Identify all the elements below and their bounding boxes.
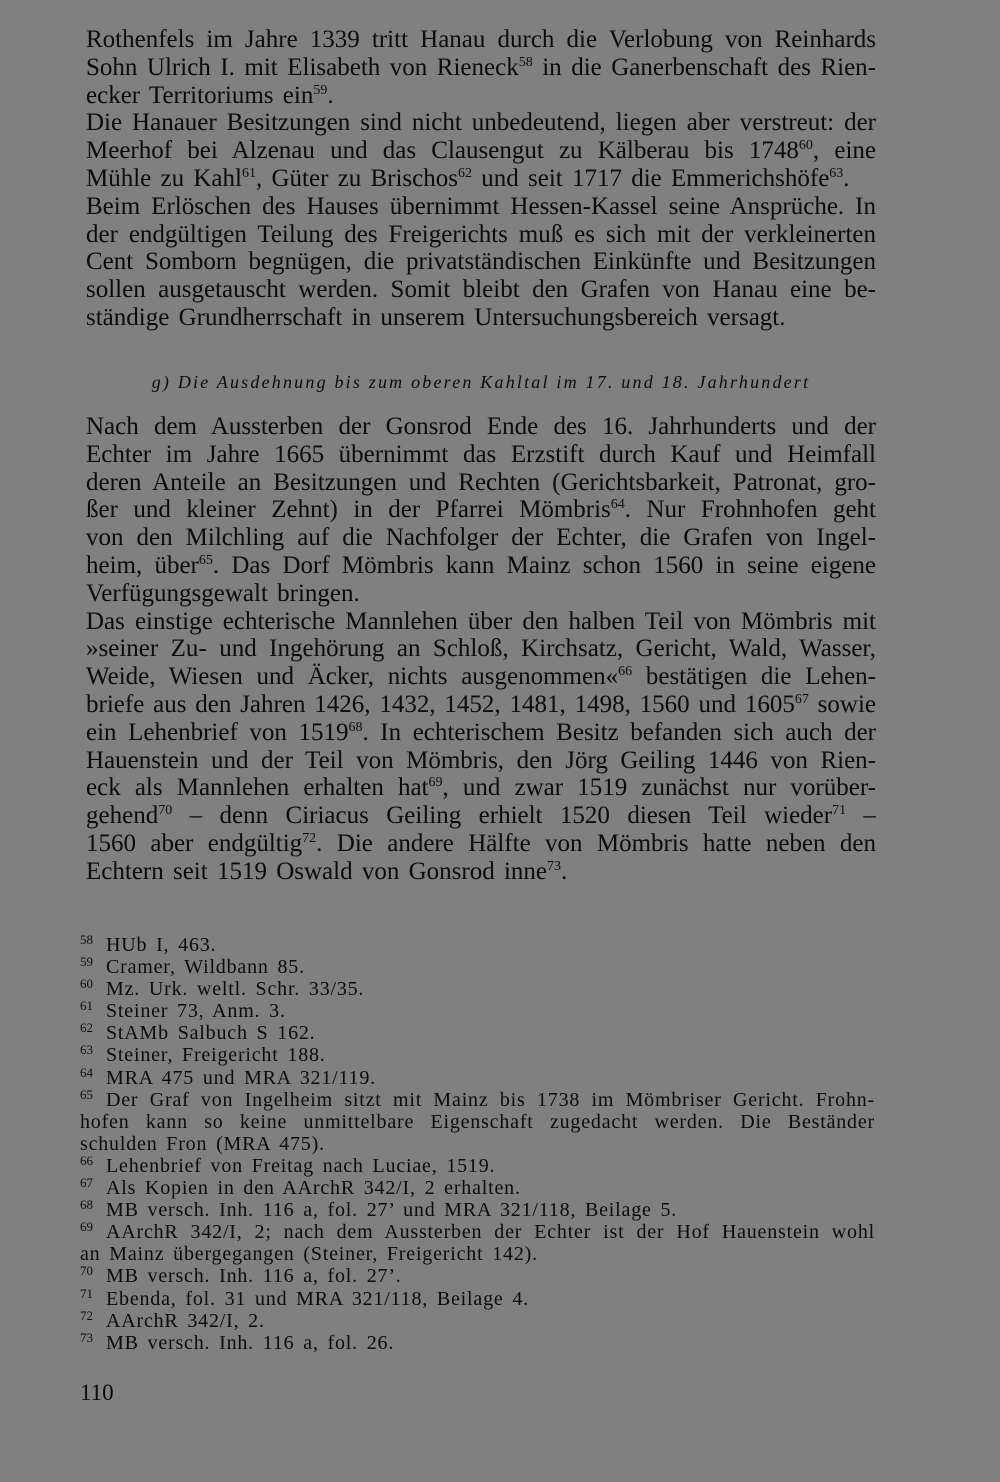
- text-line: [86, 774, 876, 802]
- footnote-text: Der Graf von Ingelheim sitzt mit Mainz bis 1738 im Mömbriser Gericht. Frohn-: [106, 1088, 875, 1111]
- text-run: – denn Ciriacus Geiling erhielt 1520 diesen Teil wieder: [172, 802, 833, 830]
- page-number: 110: [80, 1380, 114, 1405]
- footnote-number: 73: [80, 1329, 93, 1345]
- text-line: [86, 276, 876, 304]
- text-run: Das einstige echterische Mannlehen über den halben Teil von Mömbris mit: [86, 607, 876, 635]
- footnote-number: 58: [80, 932, 93, 947]
- text-run: Sohn Ulrich I. mit Elisabeth von Rieneck: [86, 53, 519, 81]
- footnote: [80, 956, 875, 978]
- footnote-text: Steiner, Freigericht 188.: [106, 1044, 326, 1067]
- text-run: . Die andere Hälfte von Mömbris hatte neben den: [316, 829, 876, 857]
- footnote: [80, 1329, 875, 1354]
- footnote-line: [80, 956, 875, 978]
- text-line: [86, 580, 876, 608]
- footnote-text: Als Kopien in den AArchR 342/I, 2 erhalten.: [106, 1177, 521, 1200]
- footnote-line: [80, 1086, 875, 1111]
- footnote-number: 60: [80, 976, 93, 992]
- footnote-text: Ebenda, fol. 31 und MRA 321/118, Beilage 4.: [106, 1287, 529, 1310]
- text-run: . In echterischem Besitz befanden sich auch der: [362, 718, 877, 746]
- text-line: [86, 304, 876, 332]
- footnote-reference: 69: [428, 775, 443, 791]
- footnote-text: Steiner 73, Anm. 3.: [106, 1000, 286, 1023]
- footnote-number: 65: [80, 1086, 93, 1102]
- footnote-reference: 71: [832, 803, 847, 819]
- text-run: und seit 1717 die Emmerichshöfe: [472, 164, 830, 192]
- text-run: in die Ganerbenschaft des Rien-: [532, 53, 877, 81]
- text-run: deren Anteile an Besitzungen und Rechten (Gerichtsbarkeit, Patronat, gro-: [86, 468, 876, 496]
- text-run: gehend: [86, 802, 159, 830]
- footnote-text: AArchR 342/I, 2.: [106, 1309, 265, 1332]
- footnote-line: [80, 934, 875, 956]
- footnote-number: 68: [80, 1197, 93, 1213]
- footnote-text: StAMb Salbuch S 162.: [106, 1022, 316, 1045]
- footnote-line: [80, 1000, 875, 1022]
- text-line: [86, 469, 876, 497]
- text-line: [86, 82, 876, 110]
- text-line: [86, 54, 876, 82]
- text-run: Die Hanauer Besitzungen sind nicht unbedeutend, liegen aber verstreut: der: [86, 109, 876, 137]
- footnote-reference: 68: [348, 719, 363, 735]
- footnote: [80, 1307, 875, 1332]
- text-run: von den Milchling auf die Nachfolger der Echter, die Grafen von Ingel-: [86, 524, 876, 552]
- text-run: Hauenstein und der Teil von Mömbris, den Jörg Geiling 1446 von Rien-: [86, 746, 876, 774]
- footnote: [80, 1199, 875, 1221]
- footnote-text: MB versch. Inh. 116 a, fol. 26.: [106, 1331, 395, 1354]
- text-line: [86, 524, 876, 552]
- text-run: eck als Mannlehen erhalten hat: [86, 774, 429, 802]
- text-line: [86, 608, 876, 636]
- footnote-text: MB versch. Inh. 116 a, fol. 27’ und MRA 321/118, Beilage 5.: [106, 1199, 678, 1222]
- footnote-text: Mz. Urk. weltl. Schr. 33/35.: [106, 978, 365, 1001]
- footnote: [80, 1044, 875, 1066]
- footnote-number: 72: [80, 1307, 93, 1323]
- text-run: »seiner Zu- und Ingehörung an Schloß, Kirchsatz, Gericht, Wald, Wasser,: [86, 635, 876, 663]
- footnote-reference: 58: [518, 54, 533, 70]
- text-run: sowie: [808, 690, 876, 718]
- footnote-reference: 72: [302, 830, 317, 846]
- footnote-number: 67: [80, 1175, 93, 1191]
- paragraph: [86, 109, 876, 192]
- footnote-line: [80, 1265, 875, 1287]
- footnote-text: MB versch. Inh. 116 a, fol. 27’.: [106, 1265, 402, 1288]
- footnote: [80, 1285, 875, 1310]
- footnote-number: 64: [80, 1064, 93, 1080]
- text-line: [86, 441, 876, 469]
- footnote-line: [80, 1199, 875, 1221]
- footnote-reference: 59: [313, 82, 328, 98]
- text-run: Weide, Wiesen und Äcker, nichts ausgenommen«: [86, 663, 619, 691]
- text-line: [86, 691, 876, 719]
- text-run: ein Lehenbrief von 1519: [86, 718, 349, 746]
- text-run: Rothenfels im Jahre 1339 tritt Hanau durch die Verlobung von Reinhards: [86, 26, 876, 53]
- text-line: [86, 165, 876, 193]
- footnote-line: [80, 1285, 875, 1310]
- footnote-reference: 66: [618, 664, 633, 680]
- footnote-reference: 62: [458, 165, 472, 181]
- footnote-text: schulden Fron (MRA 475).: [80, 1132, 325, 1155]
- text-run: . Das Dorf Mömbris kann Mainz schon 1560 in seine eigene: [212, 551, 876, 579]
- text-run: Verfügungsgewalt bringen.: [86, 579, 360, 607]
- text-line: [86, 858, 876, 886]
- text-run: briefe aus den Jahren 1426, 1432, 1452, 1481, 1498, 1560 und 1605: [86, 690, 795, 718]
- text-line: [86, 802, 876, 830]
- text-line: [86, 663, 876, 691]
- footnote-reference: 60: [798, 138, 813, 154]
- footnote: [80, 1265, 875, 1287]
- footnote-line: [80, 1307, 875, 1332]
- footnote-text: MRA 475 und MRA 321/119.: [106, 1066, 376, 1089]
- footnote-reference: 73: [546, 858, 561, 874]
- text-run: Echtern seit 1519 Oswald von Gonsrod inne: [86, 857, 547, 885]
- body-text-main: [86, 413, 876, 886]
- text-run: 1560 aber endgültig: [86, 829, 303, 857]
- text-line: [86, 413, 876, 441]
- text-run: . Nur Frohnhofen geht: [624, 496, 876, 524]
- text-line: [86, 635, 876, 663]
- footnote: [80, 934, 875, 956]
- text-run: sollen ausgetauscht werden. Somit bleibt den Grafen von Hanau eine be-: [86, 276, 876, 304]
- footnote-text: Cramer, Wildbann 85.: [106, 956, 305, 979]
- footnote-text: HUb I, 463.: [106, 934, 217, 956]
- footnote-text: Lehenbrief von Freitag nach Luciae, 1519.: [106, 1154, 496, 1177]
- text-line: [86, 26, 876, 54]
- footnote-number: 61: [80, 998, 93, 1014]
- text-line: [86, 719, 876, 747]
- text-line: [86, 747, 876, 775]
- footnote-line: [80, 1022, 875, 1044]
- text-run: Cent Somborn begnügen, die privatständischen Einkünfte und Besitzungen: [86, 248, 876, 276]
- text-line: [86, 109, 876, 137]
- footnote-reference: 61: [241, 165, 256, 181]
- text-line: [86, 137, 876, 165]
- text-run: Beim Erlöschen des Hauses übernimmt Hessen-Kassel seine Ansprüche. In: [86, 192, 876, 220]
- text-run: Nach dem Aussterben der Gonsrod Ende des 16. Jahrhunderts und der: [86, 413, 876, 440]
- footnote-line: [80, 1044, 875, 1066]
- footnote-line: [80, 1221, 875, 1243]
- text-line: [86, 221, 876, 249]
- text-run: ecker Territoriums ein: [86, 81, 314, 109]
- footnote: [80, 1152, 875, 1177]
- footnotes: [80, 934, 875, 1354]
- footnote-line: [80, 1064, 875, 1089]
- text-run: .: [560, 857, 568, 885]
- footnote-text: AArchR 342/I, 2; nach dem Aussterben der Echter ist der Hof Hauenstein wohl: [106, 1221, 875, 1244]
- footnote-reference: 65: [198, 552, 213, 568]
- footnote: [80, 1064, 875, 1089]
- text-run: heim, über: [86, 551, 199, 579]
- footnote-number: 69: [80, 1219, 93, 1235]
- section-heading: g) Die Ausdehnung bis zum oberen Kahltal im 17. und 18. Jahrhundert: [151, 372, 811, 392]
- footnote-number: 62: [80, 1020, 93, 1036]
- text-line: [86, 496, 876, 524]
- text-run: Echter im Jahre 1665 übernimmt das Erzstift durch Kauf und Heimfall: [86, 440, 876, 468]
- text-line: [86, 552, 876, 580]
- text-run: , Güter zu Brischos: [255, 164, 458, 192]
- footnote-reference: 67: [794, 691, 809, 707]
- text-run: –: [846, 802, 877, 830]
- text-run: .: [327, 81, 334, 109]
- footnote: [80, 1177, 875, 1199]
- paragraph: [86, 413, 876, 608]
- footnote-line: [80, 1152, 875, 1177]
- text-run: der endgültigen Teilung des Freigerichts muß es sich mit der verkleinerten: [86, 220, 876, 248]
- footnote-line: [80, 1329, 875, 1354]
- text-run: Mühle zu Kahl: [86, 164, 242, 192]
- body-text-top: [86, 26, 876, 332]
- footnote-number: 59: [80, 954, 93, 970]
- footnote: [80, 1221, 875, 1265]
- text-run: , und zwar 1519 zunächst nur vorüber-: [442, 774, 876, 802]
- footnote-reference: 63: [829, 165, 844, 181]
- text-run: ßer und kleiner Zehnt) in der Pfarrei Mömbris: [86, 496, 611, 524]
- footnote-reference: 64: [610, 497, 625, 513]
- text-line: [86, 193, 876, 221]
- paragraph: [86, 26, 876, 109]
- footnote-text: hofen kann so keine unmittelbare Eigenschaft zugedacht werden. Die Beständer: [80, 1110, 875, 1133]
- footnote-reference: 70: [158, 803, 173, 819]
- footnote-text: an Mainz übergegangen (Steiner, Freigericht 142).: [80, 1243, 538, 1266]
- footnote: [80, 1086, 875, 1155]
- text-run: .: [843, 164, 850, 192]
- text-line: [86, 248, 876, 276]
- footnote-number: 71: [80, 1285, 93, 1301]
- text-run: , eine: [812, 137, 876, 165]
- text-line: [86, 830, 876, 858]
- text-run: Meerhof bei Alzenau und das Clausengut zu Kälberau bis 1748: [86, 137, 799, 165]
- footnote-number: 66: [80, 1152, 93, 1168]
- paragraph: [86, 608, 876, 886]
- footnote: [80, 1022, 875, 1044]
- paragraph: [86, 193, 876, 332]
- footnote: [80, 1000, 875, 1022]
- footnote-line: [80, 978, 875, 1000]
- text-run: bestätigen die Lehen-: [632, 663, 876, 691]
- footnote-number: 70: [80, 1263, 93, 1279]
- text-run: ständige Grundherrschaft in unserem Untersuchungsbereich versagt.: [86, 303, 786, 331]
- footnote-line: [80, 1177, 875, 1199]
- footnote: [80, 978, 875, 1000]
- footnote-number: 63: [80, 1042, 93, 1058]
